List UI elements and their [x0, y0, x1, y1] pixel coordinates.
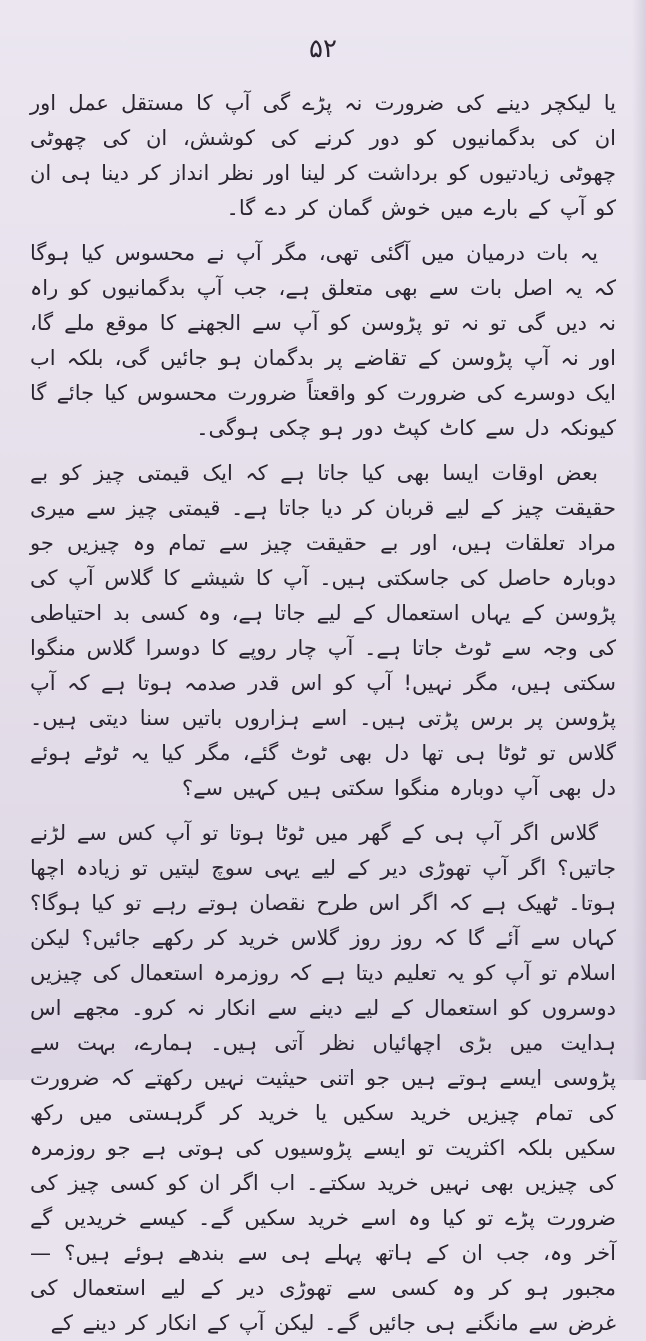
paragraph-1: یا لیکچر دینے کی ضرورت نہ پڑے گی آپ کا مستقل عمل اور ان کی بدگمانیوں کو دور کرنے کی کوشش، ان کی چھوٹی چھوٹی زیادتیوں کو برداشت کر لینا اور نظر انداز کر دینا ہی ان کو آپ کے بارے میں خوش گمان کر دے گا۔ [30, 91, 616, 220]
paragraph-2: یہ بات درمیان میں آگئی تھی، مگر آپ نے محسوس کیا ہوگا کہ یہ اصل بات سے بھی متعلق ہے، جب آپ بدگمانیوں کو راہ نہ دیں گی تو نہ تو پڑوسن کو آپ سے الجھنے کا موقع ملے گا، اور نہ آپ پڑوسن کے تقاضے پر بدگمان ہو جائیں گی، بلکہ اب ایک دوسرے کی ضرورت کو واقعتاً ضرورت محسوس کیا جائے گا کیونکہ دل سے کاٹ کپٹ دور ہو چکی ہوگی۔ [30, 241, 616, 440]
body-text [30, 86, 616, 1341]
page-edge-shadow [632, 0, 646, 1080]
paragraph-4: گلاس اگر آپ ہی کے گھر میں ٹوٹا ہوتا تو آپ کس سے لڑنے جاتیں؟ اگر آپ تھوڑی دیر کے لیے یہی سوچ لیتیں تو زیادہ اچھا ہوتا۔ ٹھیک ہے کہ اگر اس طرح نقصان ہوتے رہے تو کیا ہوگا؟ کہاں سے آئے گا کہ روز روز گلاس خرید کر رکھے جائیں؟ لیکن اسلام تو آپ کو یہ تعلیم دیتا ہے کہ روزمرہ استعمال کی چیزیں دوسروں کو استعمال کے لیے دینے سے انکار نہ کرو۔ مجھے اس ہدایت میں بڑی اچھائیاں نظر آتی ہیں۔ ہمارے، بہت سے پڑوسی ایسے ہوتے ہیں جو اتنی حیثیت نہیں رکھتے کہ ضرورت کی تمام چیزیں خرید سکیں یا خرید کر گرہستی میں رکھ سکیں بلکہ اکثریت تو ایسے پڑوسیوں کی ہوتی ہے جو روزمرہ کی چیزیں بھی نہیں خرید سکتے۔ اب اگر ان کو کسی چیز کی ضرورت پڑے تو کیا وہ اسے خرید سکیں گے۔ کیسے خریدیں گے آخر وہ، جب ان کے ہاتھ پہلے ہی سے بندھے ہوئے ہیں؟ — مجبور ہو کر وہ کسی سے تھوڑی دیر کے لیے استعمال کی غرض سے مانگنے ہی جائیں گے۔ لیکن آپ کے انکار کر دینے کے [30, 821, 616, 1335]
page-number: ۵۲ [309, 34, 337, 64]
paragraph-3: بعض اوقات ایسا بھی کیا جاتا ہے کہ ایک قیمتی چیز کو بے حقیقت چیز کے لیے قربان کر دیا جاتا ہے۔ قیمتی چیز سے میری مراد تعلقات ہیں، اور بے حقیقت چیز سے تمام وہ چیزیں جو دوبارہ حاصل کی جاسکتی ہیں۔ آپ کا شیشے کا گلاس آپ کی پڑوسن کے یہاں استعمال کے لیے جاتا ہے، وہ کسی بد احتیاطی کی وجہ سے ٹوٹ جاتا ہے۔ آپ چار روپے کا دوسرا گلاس منگوا سکتی ہیں، مگر نہیں! آپ کو اس قدر صدمہ ہوتا ہے کہ آپ پڑوسن پر برس پڑتی ہیں۔ اسے ہزاروں باتیں سنا دیتی ہیں۔ گلاس تو ٹوٹا ہی تھا دل بھی ٹوٹ گئے، مگر کیا یہ ٹوٹے ہوئے دل بھی آپ دوبارہ منگوا سکتی ہیں کہیں سے؟ [30, 461, 616, 800]
